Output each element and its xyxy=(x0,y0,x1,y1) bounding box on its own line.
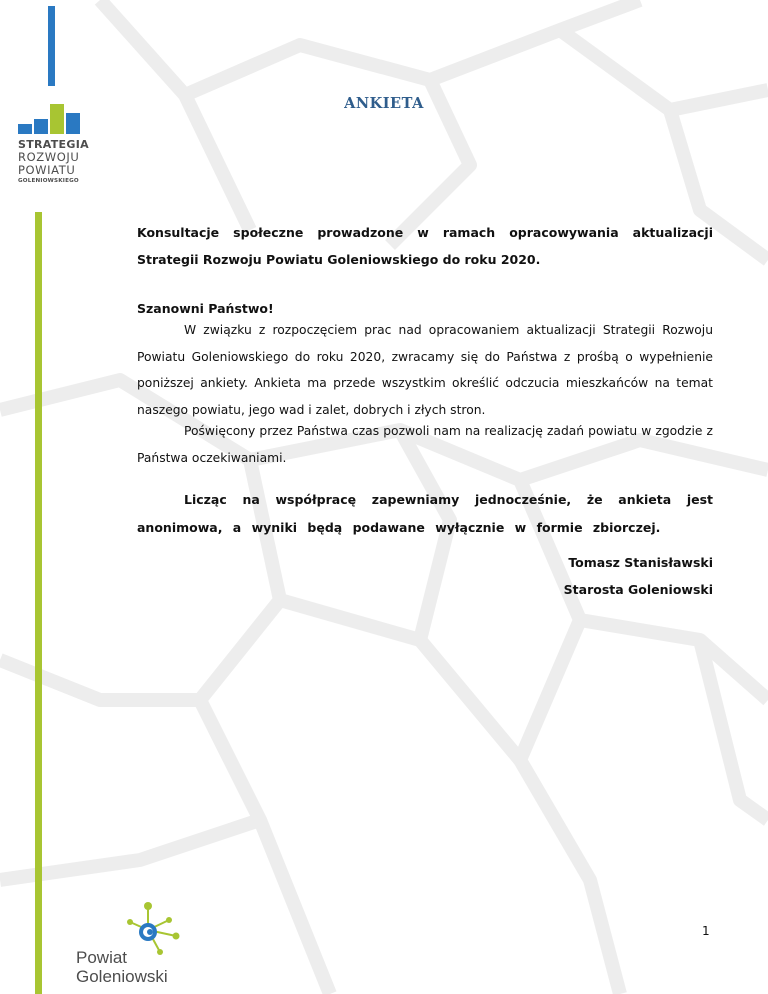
logo-line-4: GOLENIOWSKIEGO xyxy=(18,178,79,185)
greeting: Szanowni Państwo! xyxy=(137,301,274,316)
logo-line-1: STRATEGIA xyxy=(18,138,89,151)
paragraph-3: Licząc na współpracę zapewniamy jednocześnie, że ankieta jest anonimowa, a wyniki będą podawane wyłącznie w formie zbiorczej. xyxy=(137,492,713,535)
signature-title: Starosta Goleniowski xyxy=(563,582,713,597)
logo-line-2: ROZWOJU xyxy=(18,150,80,165)
logo-bottom-line-2: Goleniowski xyxy=(76,967,168,986)
powiat-goleniowski-logo xyxy=(76,898,196,986)
signature-name: Tomasz Stanisławski xyxy=(568,555,713,570)
page-number: 1 xyxy=(702,924,710,938)
document-title: ANKIETA xyxy=(344,95,424,112)
green-vertical-bar xyxy=(35,212,42,994)
strategia-logo xyxy=(18,104,92,184)
blue-vertical-bar xyxy=(48,6,55,86)
logo-bottom-line-1: Powiat xyxy=(76,948,128,967)
paragraph-1: W związku z rozpoczęciem prac nad opracowaniem aktualizacji Strategii Rozwoju Powiatu Goleniowskiego do roku 2020, zwracamy się do Państwa z prośbą o wypełnienie poniższej ankiety. Ankieta ma przede wszystkim określić odczucia mieszkańców na temat naszego powiatu, jego wad i zalet, dobrych i złych stron. xyxy=(137,323,713,417)
intro-heading: Konsultacje społeczne prowadzone w ramach opracowywania aktualizacji Strategii Rozwoju Powiatu Goleniowskiego do roku 2020. xyxy=(137,225,713,267)
logo-line-3: POWIATU xyxy=(18,163,76,178)
paragraph-2: Poświęcony przez Państwa czas pozwoli nam na realizację zadań powiatu w zgodzie z Państwa oczekiwaniami. xyxy=(137,424,713,465)
